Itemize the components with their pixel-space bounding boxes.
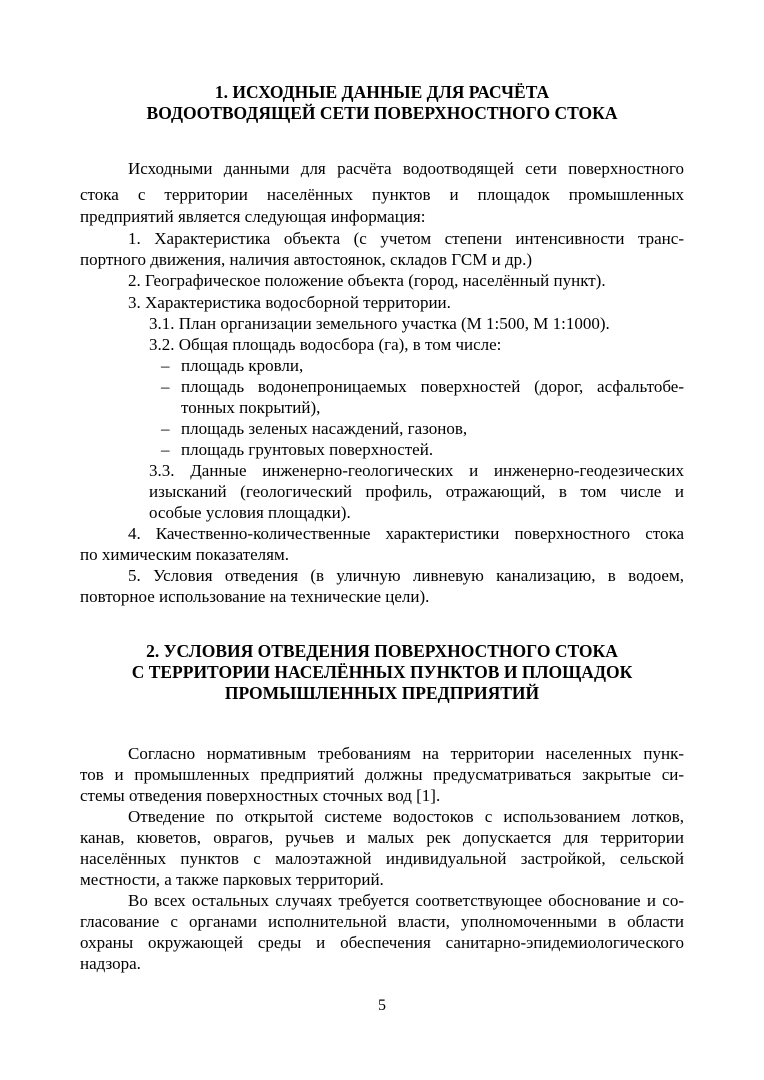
- paragraph-line: канав, кюветов, оврагов, ручьев и малых рек допускается для территории: [80, 828, 684, 847]
- section1-title-line2: ВОДООТВОДЯЩЕЙ СЕТИ ПОВЕРХНОСТНОГО СТОКА: [146, 103, 618, 123]
- section1-title-line1: 1. ИСХОДНЫЕ ДАННЫЕ ДЛЯ РАСЧЁТА: [214, 82, 550, 102]
- paragraph-line: Во всех остальных случаях требуется соответствующее обоснование и со-: [128, 891, 684, 910]
- dash-bullet: –: [161, 440, 170, 459]
- dash-bullet: –: [161, 377, 170, 396]
- dash-bullet: –: [161, 419, 170, 438]
- list-item-4-cont: по химическим показателям.: [80, 545, 289, 564]
- page-number: 5: [378, 997, 386, 1014]
- list-item-3-3-cont: изысканий (геологический профиль, отражающий, в том числе и: [149, 482, 684, 501]
- paragraph-line: надзора.: [80, 954, 141, 973]
- intro-line: предприятий является следующая информация:: [80, 207, 426, 226]
- paragraph-line: местности, а также парковых территорий.: [80, 870, 384, 889]
- list-item-1-cont: портного движения, наличия автостоянок, складов ГСМ и др.): [80, 250, 533, 269]
- paragraph-line: стемы отведения поверхностных сточных вод [1].: [80, 786, 441, 805]
- list-item-3: 3. Характеристика водосборной территории.: [128, 293, 451, 312]
- intro-line: стока с территории населённых пунктов и площадок промышленных: [80, 185, 684, 204]
- paragraph-line: Согласно нормативным требованиям на территории населенных пунк-: [128, 744, 684, 763]
- paragraph-line: населённых пунктов с малоэтажной индивидуальной застройкой, сельской: [80, 849, 684, 868]
- section2-title-line: 2. УСЛОВИЯ ОТВЕДЕНИЯ ПОВЕРХНОСТНОГО СТОКА: [146, 641, 618, 661]
- list-item-3-1: 3.1. План организации земельного участка (М 1:500, М 1:1000).: [149, 314, 610, 333]
- section2-title-line: С ТЕРРИТОРИИ НАСЕЛЁННЫХ ПУНКТОВ И ПЛОЩАДОК: [131, 662, 633, 682]
- paragraph-line: гласование с органами исполнительной власти, уполномоченными в области: [80, 912, 684, 931]
- paragraph-line: Отведение по открытой системе водостоков с использованием лотков,: [128, 807, 684, 826]
- list-item-3-2: 3.2. Общая площадь водосбора (га), в том числе:: [149, 335, 502, 354]
- list-item-2: 2. Географическое положение объекта (город, населённый пункт).: [128, 271, 606, 290]
- bullet-item: площадь зеленых насаждений, газонов,: [181, 419, 468, 438]
- dash-bullet: –: [161, 356, 170, 375]
- list-item-3-3: 3.3. Данные инженерно-геологических и инженерно-геодезических: [149, 461, 684, 480]
- bullet-item-cont: тонных покрытий),: [181, 398, 321, 417]
- intro-line: Исходными данными для расчёта водоотводящей сети поверхностного: [128, 159, 684, 178]
- section2-title-line: ПРОМЫШЛЕННЫХ ПРЕДПРИЯТИЙ: [224, 683, 540, 703]
- list-item-5-cont: повторное использование на технические цели).: [80, 587, 430, 606]
- paragraph-line: тов и промышленных предприятий должны предусматриваться закрытые си-: [80, 765, 684, 784]
- list-item-1: 1. Характеристика объекта (с учетом степени интенсивности транс-: [128, 229, 684, 248]
- list-item-4: 4. Качественно-количественные характеристики поверхностного стока: [128, 524, 684, 543]
- list-item-3-3-cont: особые условия площадки).: [149, 503, 351, 522]
- bullet-item: площадь грунтовых поверхностей.: [181, 440, 434, 459]
- bullet-item: площадь водонепроницаемых поверхностей (дорог, асфальтобе-: [181, 377, 684, 396]
- bullet-item: площадь кровли,: [181, 356, 304, 375]
- paragraph-line: охраны окружающей среды и обеспечения санитарно-эпидемиологического: [80, 933, 684, 952]
- list-item-5: 5. Условия отведения (в уличную ливневую канализацию, в водоем,: [128, 566, 684, 585]
